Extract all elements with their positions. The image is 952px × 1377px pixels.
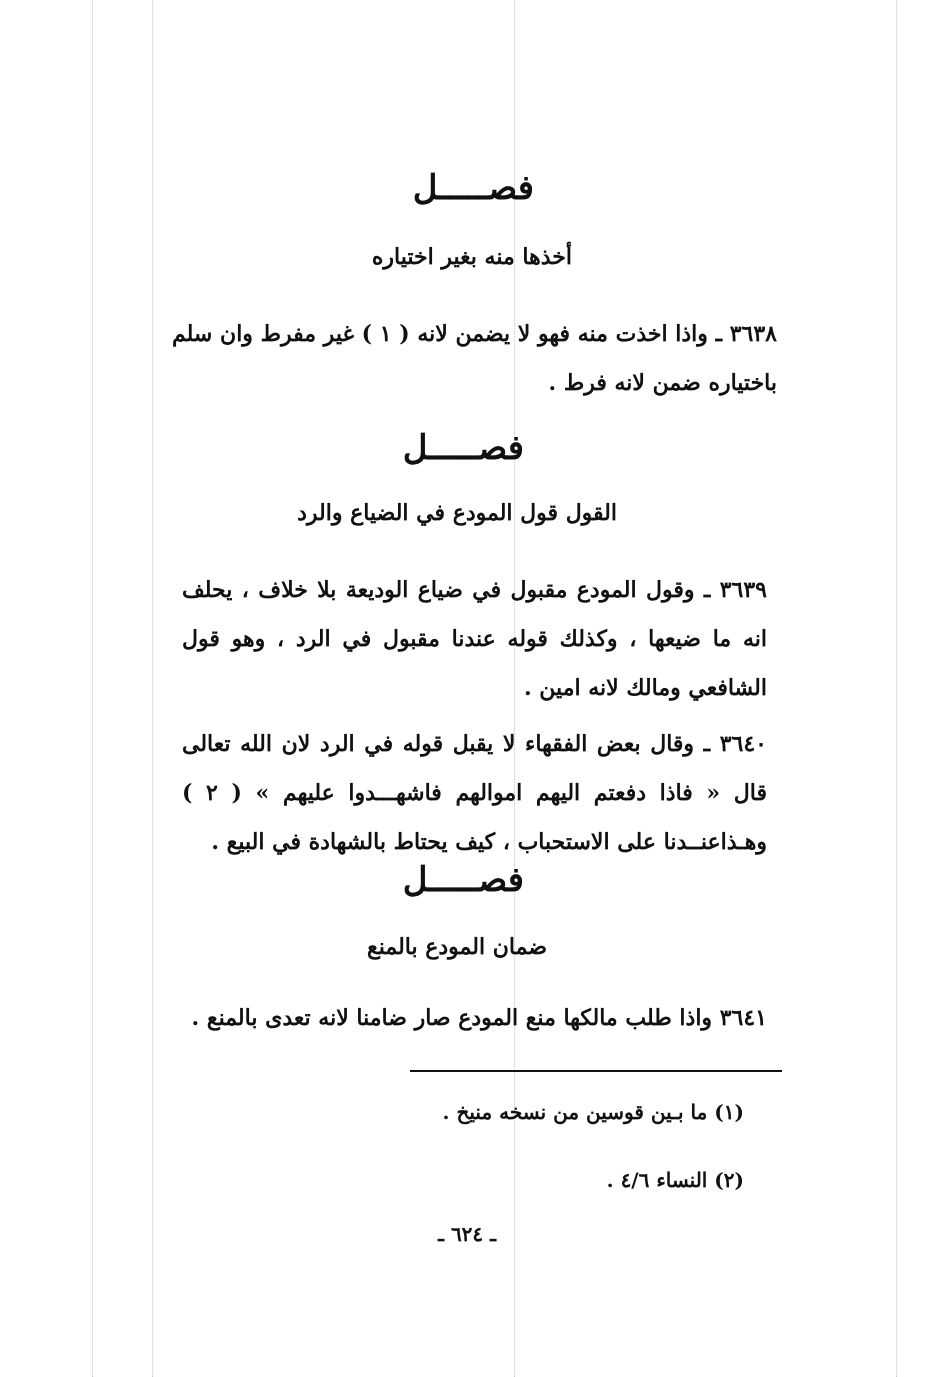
section-heading: فصـــــل <box>402 428 524 468</box>
paragraph-number: ٣٦٤١ <box>719 1005 767 1031</box>
paragraph-text: ـ واذا اخذت منه فهو لا يضمن لانه ( ١ ) غير مفرط وان سلم باختياره ضمن لانه فرط . <box>172 321 777 396</box>
paragraph-number: ٣٦٤٠ <box>719 731 767 757</box>
footnote: (٢) النساء ٤/٦ . <box>606 1168 744 1192</box>
paragraph <box>182 566 767 713</box>
paragraph-text: واذا طلب مالكها منع المودع صار ضامنا لانه تعدى بالمنع . <box>191 1005 713 1031</box>
page-number: ـ ٦٢٤ ـ <box>438 1222 496 1246</box>
paragraph <box>172 310 777 408</box>
footnote: (١) ما بـين قوسين من نسخه منيخ . <box>442 1100 744 1124</box>
section-subtitle: القول قول المودع في الضياع والرد <box>297 500 617 526</box>
footnote-separator <box>410 1070 782 1072</box>
section-subtitle: أخذها منه بغير اختياره <box>371 244 572 270</box>
section-subtitle: ضمان المودع بالمنع <box>367 934 547 960</box>
paragraph-number: ٣٦٣٨ <box>729 321 777 347</box>
paragraph-text: ـ وقول المودع مقبول في ضياع الوديعة بلا خلاف ، يحلف انه ما ضيعها ، وكذلك قوله عندنا مقبول في الرد ، وهو قول الشافعي ومالك لانه امين . <box>182 577 767 701</box>
paragraph-text: ـ وقال بعض الفقهاء لا يقبل قوله في الرد لان الله تعالى قال « فاذا دفعتم اليهم اموالهم فاشهـــدوا عليهم » ( ٢ ) وهـذاعنــدنا على الاستحباب ، كيف يحتاط بالشهادة في البيع . <box>182 731 767 855</box>
section-heading: فصـــــل <box>412 168 534 208</box>
paragraph-number: ٣٦٣٩ <box>719 577 767 603</box>
paragraph <box>182 720 767 867</box>
section-heading: فصـــــل <box>402 860 524 900</box>
paragraph <box>182 994 767 1043</box>
